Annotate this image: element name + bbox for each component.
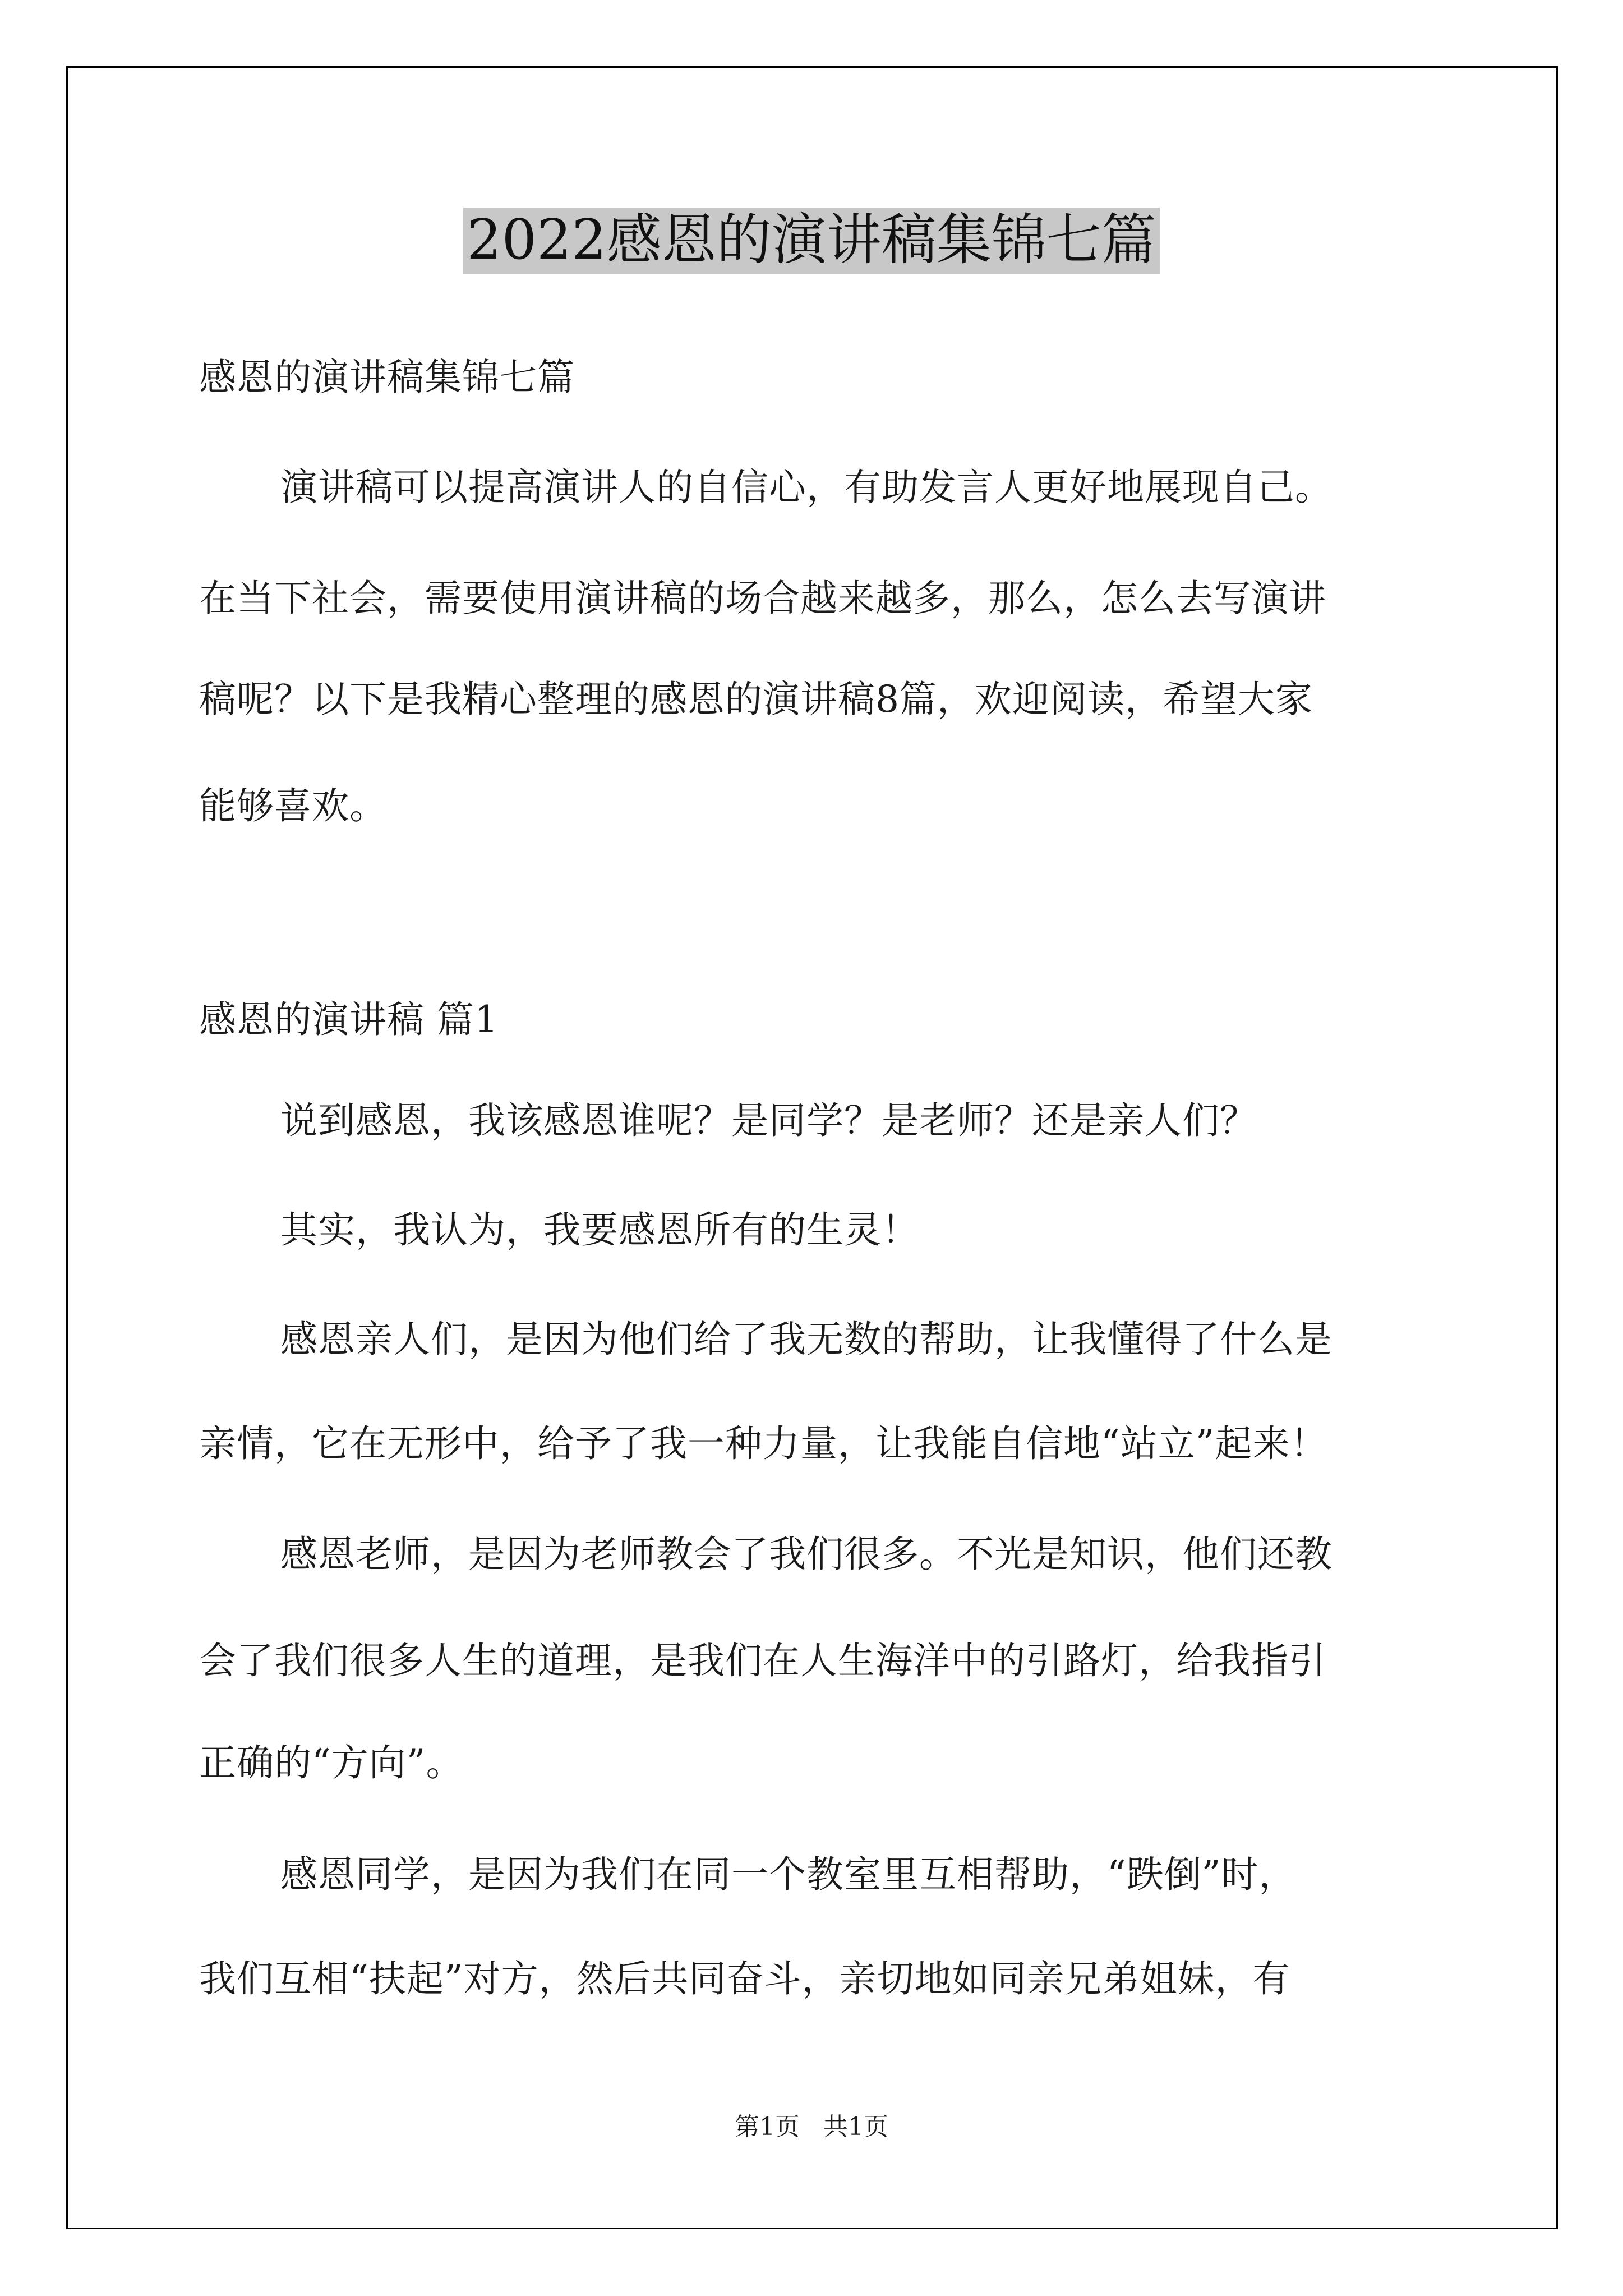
section-heading: 感恩的演讲稿 篇1	[199, 998, 499, 1041]
title-container	[0, 208, 1623, 274]
document-subtitle: 感恩的演讲稿集锦七篇	[199, 356, 575, 399]
paragraph-line: 其实，我认为，我要感恩所有的生灵！	[280, 1208, 919, 1251]
paragraph-line: 感恩亲人们，是因为他们给了我无数的帮助，让我懂得了什么是	[280, 1318, 1332, 1361]
document-title: 2022感恩的演讲稿集锦七篇	[463, 208, 1159, 274]
paragraph-line: 正确的“方向”。	[199, 1741, 464, 1784]
page-footer: 第1页 共1页	[735, 2113, 888, 2141]
paragraph-line: 感恩老师，是因为老师教会了我们很多。不光是知识，他们还教	[280, 1533, 1332, 1576]
paragraph-line: 会了我们很多人生的道理，是我们在人生海洋中的引路灯，给我指引	[199, 1639, 1326, 1682]
paragraph-line: 说到感恩，我该感恩谁呢？是同学？是老师？还是亲人们？	[280, 1099, 1257, 1142]
paragraph-line: 感恩同学，是因为我们在同一个教室里互相帮助，“跌倒”时，	[280, 1853, 1297, 1896]
paragraph-line: 在当下社会，需要使用演讲稿的场合越来越多，那么，怎么去写演讲	[199, 577, 1326, 620]
paragraph-line: 稿呢？以下是我精心整理的感恩的演讲稿8篇，欢迎阅读，希望大家	[199, 678, 1313, 721]
paragraph-line: 能够喜欢。	[199, 784, 387, 827]
paragraph-line: 亲情，它在无形中，给予了我一种力量，让我能自信地“站立”起来！	[199, 1422, 1328, 1465]
paragraph-line: 演讲稿可以提高演讲人的自信心，有助发言人更好地展现自己。	[280, 466, 1332, 509]
paragraph-line: 我们互相“扶起”对方，然后共同奋斗，亲切地如同亲兄弟姐妹，有	[199, 1957, 1290, 2000]
